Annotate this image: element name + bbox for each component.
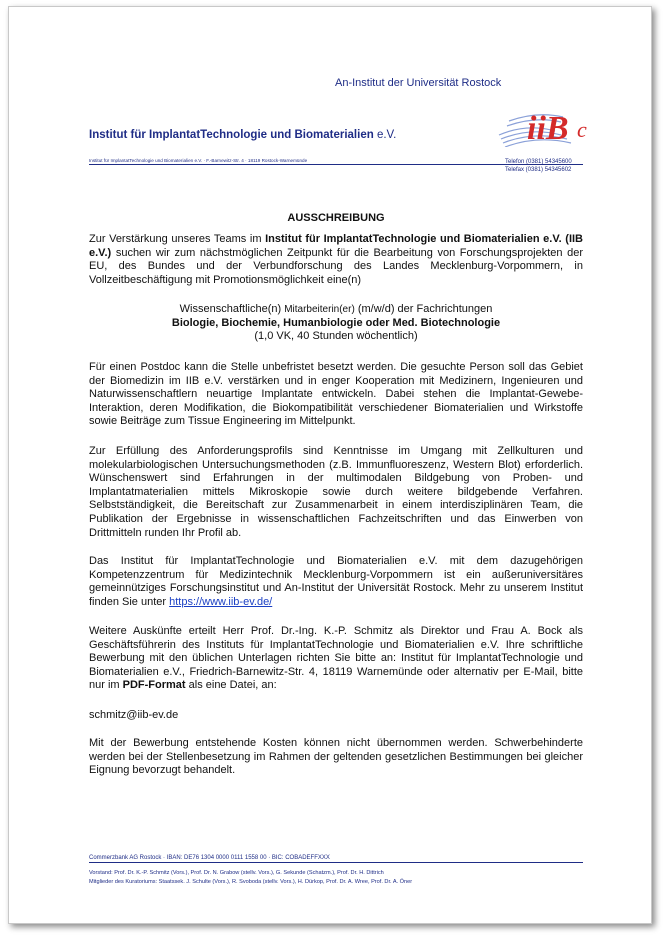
institute-paragraph: Das Institut für ImplantatTechnologie und Biomaterialien e.V. mit dem dazugehörigen Kompetenzzentrum für Medizintechnik Mecklenburg-Vorpommern ist ein außeruniversitäres gemeinnütziges Forschungsinstitut und An-Institut der Universität Rostock. Mehr zu unserem Institut finden Sie unter https://www.iib-ev.de/ [89,555,583,608]
footer-bank: Commerzbank AG Rostock · IBAN: DE76 1304 0000 0111 1558 00 · BIC: COBADEFFXXX [89,855,583,863]
postdoc-paragraph: Für einen Postdoc kann die Stelle unbefristet besetzt werden. Die gesuchte Person soll das Gebiet der Biomedizin im IIB e.V. verstärken und in enger Kooperation mit Medizinern, Ingenieuren und Naturwissenschaftlern neuartige Implantate entwickeln. Dabei stehen die Implantat-Gewebe-Interaktion, deren Modifikation, die Biokompatibilität verschiedener Biomaterialien und Wirkstoffe sowie Beiträge zum Tissue Engineering im Mittelpunkt. [89,361,583,428]
website-link[interactable]: https://www.iib-ev.de/ [169,595,273,608]
footer-board [89,869,583,886]
footer-kuratorium: Mitglieder des Kuratoriums: Staatssek. J. Schulte (Vors.), R. Svoboda (stellv. Vors.), H. Dürkop, Prof. Dr. A. Wree, Prof. Dr. A. Öner [89,878,413,885]
telefon: Telefon (0381) 54345600 [505,159,572,165]
address-line: Institut für ImplantatTechnologie und Biomaterialien e.V. · F.-Barnewitz-Str. 4 · 18119 Rostock-Warnemünde [89,158,583,165]
institute-name: Institut für ImplantatTechnologie und Biomaterialien e.V. [89,129,397,141]
costs-paragraph: Mit der Bewerbung entstehende Kosten können nicht übernommen werden. Schwerbehinderte werden bei der Stellenbesetzung im Rahmen der geltenden gesetzlichen Bestimmungen bei gleicher Eignung bevorzugt behandelt. [89,737,583,777]
svg-text:c: c [577,117,587,142]
document-page [8,6,652,924]
contact-paragraph: Weitere Auskünfte erteilt Herr Prof. Dr.-Ing. K.-P. Schmitz als Direktor und Frau A. Bock als Geschäftsführerin des Instituts für ImplantatTechnologie und Biomaterialien e.V. Ihre schriftliche Bewerbung mit den üblichen Unterlagen richten Sie bitte an: Institut für ImplantatTechnologie und Biomaterialien e.V., Friedrich-Barnewitz-Str. 4, 18119 Warnemünde oder alternativ per E-Mail, bitte nur im PDF-Format als eine Datei, an: [89,625,583,692]
telefax: Telefax (0381) 54345602 [505,167,572,173]
footer-vorstand: Vorstand: Prof. Dr. K.-P. Schmitz (Vors.), Prof. Dr. N. Grabow (stellv. Vors.), G. Sekunde (Schatzm.), Prof. Dr. H. Dittrich [89,870,384,876]
document-title: AUSSCHREIBUNG [287,212,385,224]
contact-numbers [505,158,572,174]
position-line-3: (1,0 VK, 40 Stunden wöchentlich) [254,330,418,343]
svg-text:iiB: iiB [527,110,569,147]
position-line-1: Wissenschaftliche(n) Mitarbeiterin(er) (m/w/d) der Fachrichtungen [179,303,493,315]
profile-paragraph: Zur Erfüllung des Anforderungsprofils sind Kenntnisse im Umgang mit Zellkulturen und molekularbiologischen Untersuchungsmethoden (z.B. Immunfluoreszenz, Western Blot) erforderlich. Wünschenswert sind Erfahrungen in der multimodalen Bildgebung von Proben- und Implantatmaterialien mittels Mikroskopie sowie durch weitere bildgebende Verfahren. Selbstständigkeit, die Bereitschaft zur Zusammenarbeit in einem interdisziplinären Team, die Publikation der Ergebnisse in wissenschaftlichen Fachzeitschriften und das Einwerben von Drittmitteln runden Ihr Profil ab. [89,445,583,539]
intro-paragraph: Zur Verstärkung unseres Teams im Institut für ImplantatTechnologie und Biomaterialien e.V. (IIB e.V.) suchen wir zum nächstmöglichen Zeitpunkt für die Bearbeitung von Forschungsprojekten der EU, des Bundes und der Verbundforschung des Landes Mecklenburg-Vorpommern, in Vollzeitbeschäftigung mit Promotionsmöglichkeit eine(n) [89,233,584,286]
position-block [89,303,583,344]
email-address[interactable]: schmitz@iib-ev.de [89,709,179,721]
iib-logo [497,101,597,147]
an-institut-label: An-Institut der Universität Rostock [335,77,502,89]
position-line-2: Biologie, Biochemie, Humanbiologie oder Med. Biotechnologie [171,316,501,329]
